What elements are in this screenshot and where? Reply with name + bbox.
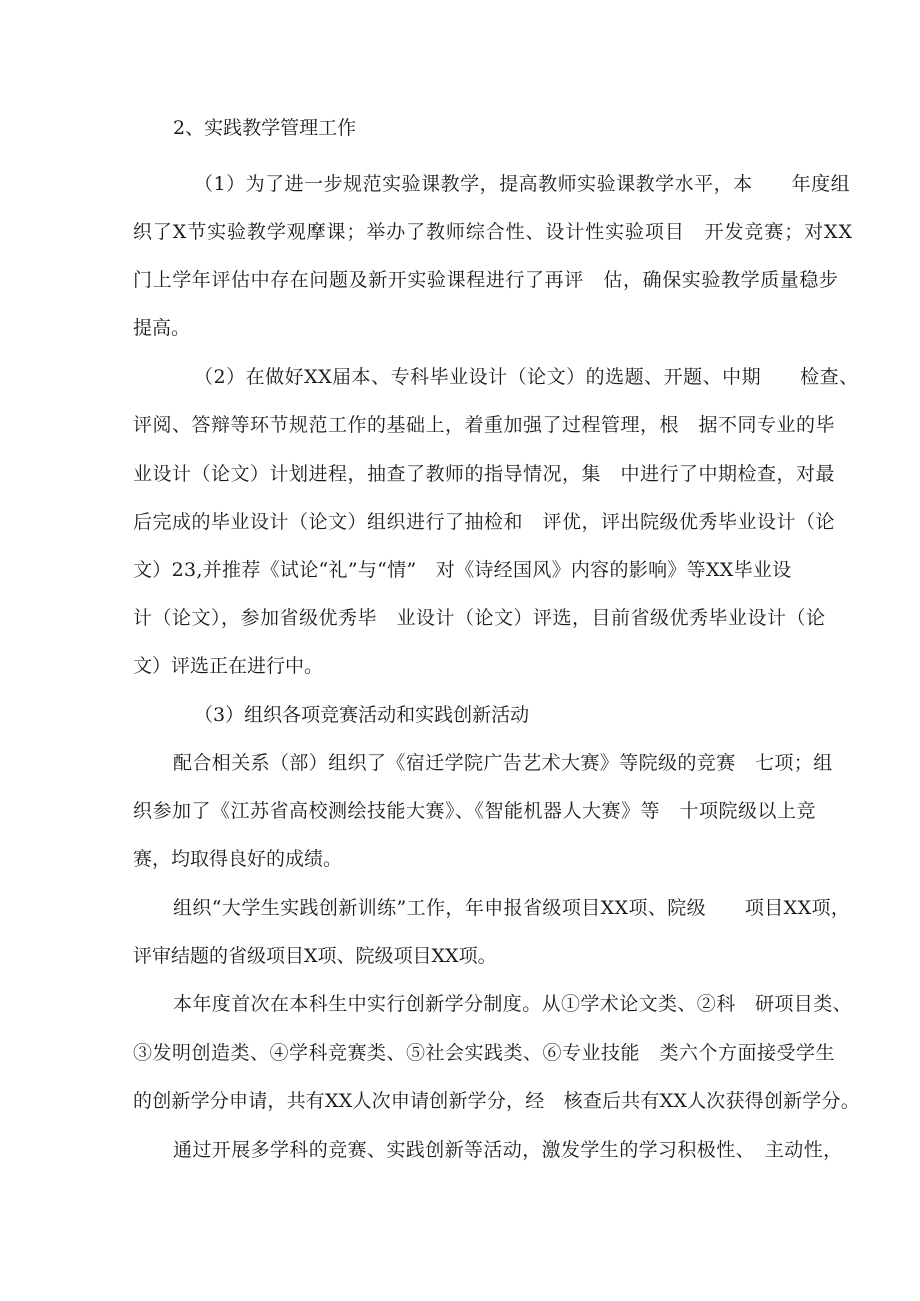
- section-heading: 2、实践教学管理工作: [173, 117, 357, 139]
- paragraph-2-line-2: 评阅、答辩等环节规范工作的基础上，着重加强了过程管理，根 据不同专业的毕: [133, 414, 836, 436]
- paragraph-5-line-1: 组织“大学生实践创新训练”工作，年申报省级项目XX项、院级 项目XX项，: [173, 897, 851, 919]
- paragraph-1-line-1: （1）为了进一步规范实验课教学，提高教师实验课教学水平，本 年度组: [194, 173, 851, 195]
- paragraph-4-line-1: 配合相关系（部）组织了《宿迁学院广告艺术大赛》等院级的竞赛 七项；组: [173, 752, 833, 774]
- paragraph-6-line-3: 的创新学分申请，共有XX人次申请创新学分，经 核查后共有XX人次获得创新学分。: [133, 1090, 860, 1112]
- paragraph-4-line-3: 赛，均取得良好的成绩。: [133, 848, 343, 870]
- paragraph-2-line-5: 文）23,并推荐《试论“礼”与“情” 对《诗经国风》内容的影响》等XX毕业设: [133, 559, 792, 581]
- paragraph-2-line-3: 业设计（论文）计划进程，抽查了教师的指导情况，集 中进行了中期检查，对最: [133, 463, 836, 485]
- paragraph-5-line-2: 评审结题的省级项目X项、院级项目XX项。: [133, 945, 497, 967]
- paragraph-6-line-1: 本年度首次在本科生中实行创新学分制度。从①学术论文类、②科 研项目类、: [173, 993, 853, 1015]
- paragraph-6-line-2: ③发明创造类、④学科竞赛类、⑤社会实践类、⑥专业技能 类六个方面接受学生: [133, 1042, 836, 1064]
- paragraph-1-line-4: 提高。: [133, 317, 191, 339]
- paragraph-4-line-2: 织参加了《江苏省高校测绘技能大赛》、《智能机器人大赛》等 十项院级以上竞: [133, 800, 817, 822]
- paragraph-7-line-1: 通过开展多学科的竞赛、实践创新等活动，激发学生的学习积极性、 主动性，: [173, 1139, 843, 1161]
- paragraph-1-line-2: 织了X节实验教学观摩课；举办了教师综合性、设计性实验项目 开发竞赛；对XX: [133, 221, 853, 243]
- paragraph-2-line-4: 后完成的毕业设计（论文）组织进行了抽检和 评优，评出院级优秀毕业设计（论: [133, 511, 836, 533]
- paragraph-2-line-1: （2）在做好XX届本、专科毕业设计（论文）的选题、开题、中期 检查、: [194, 366, 859, 388]
- paragraph-3-line-1: （3）组织各项竞赛活动和实践创新活动: [194, 704, 530, 726]
- paragraph-1-line-3: 门上学年评估中存在问题及新开实验课程进行了再评 估，确保实验教学质量稳步: [133, 269, 839, 291]
- paragraph-2-line-7: 文）评选正在进行中。: [133, 655, 324, 677]
- paragraph-2-line-6: 计（论文），参加省级优秀毕 业设计（论文）评选，目前省级优秀毕业设计（论: [133, 607, 826, 629]
